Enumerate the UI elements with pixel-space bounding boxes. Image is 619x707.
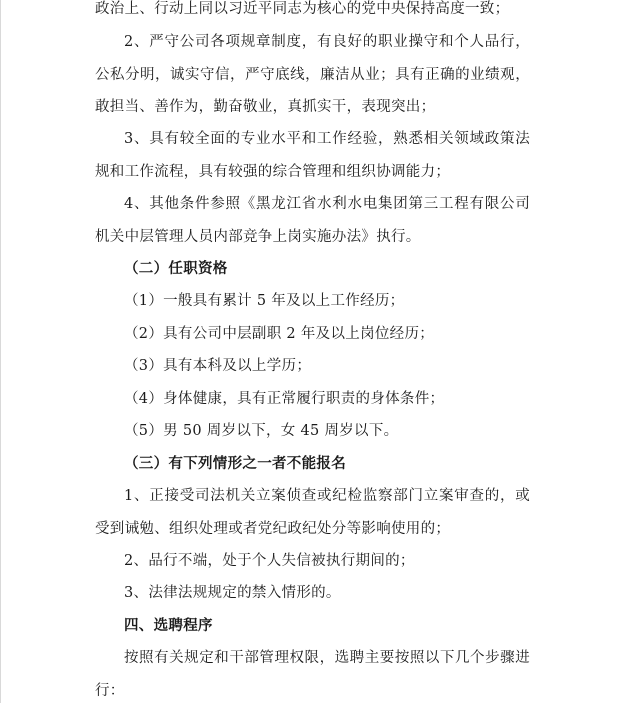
qualification-item-1: （1）一般具有累计 5 年及以上工作经历； xyxy=(124,293,405,309)
paragraph-condition-3: 3、具有较全面的专业水平和工作经验，熟悉相关领域政策法规和工作流程，具有较强的综合管理和组织协调能力； xyxy=(95,131,530,180)
paragraph-procedure-intro: 按照有关规定和干部管理权限，选聘主要按照以下几个步骤进行： xyxy=(95,650,530,699)
paragraph-condition-2: 2、严守公司各项规章制度，有良好的职业操守和个人品行，公私分明，诚实守信，严守底线，廉洁从业；具有正确的业绩观，敢担当、善作为，勤奋敬业，真抓实干，表现突出； xyxy=(95,34,530,115)
qualification-item-3: （3）具有本科及以上学历； xyxy=(124,358,312,374)
qualification-item-4: （4）身体健康，具有正常履行职责的身体条件； xyxy=(124,391,445,407)
qualification-item-2: （2）具有公司中层副职 2 年及以上岗位经历； xyxy=(124,326,435,342)
qualification-item-5: （5）男 50 周岁以下，女 45 周岁以下。 xyxy=(124,423,399,439)
exclusion-item-2: 2、品行不端，处于个人失信被执行期间的； xyxy=(124,553,415,569)
section-heading-procedure: 四、选聘程序 xyxy=(124,618,213,634)
section-heading-exclusions: （三）有下列情形之一者不能报名 xyxy=(124,456,346,472)
section-heading-qualifications: （二）任职资格 xyxy=(124,261,228,277)
exclusion-item-1: 1、正接受司法机关立案侦查或纪检监察部门立案审查的，或受到诫勉、组织处理或者党纪政纪处分等影响使用的； xyxy=(95,488,530,537)
paragraph-condition-4: 4、其他条件参照《黑龙江省水利水电集团第三工程有限公司机关中层管理人员内部竞争上岗实施办法》执行。 xyxy=(95,196,530,245)
page-edge-divider xyxy=(0,0,1,703)
paragraph-political-alignment: 政治上、行动上同以习近平同志为核心的党中央保持高度一致； xyxy=(95,1,510,17)
exclusion-item-3: 3、法律法规规定的禁入情形的。 xyxy=(124,585,341,601)
